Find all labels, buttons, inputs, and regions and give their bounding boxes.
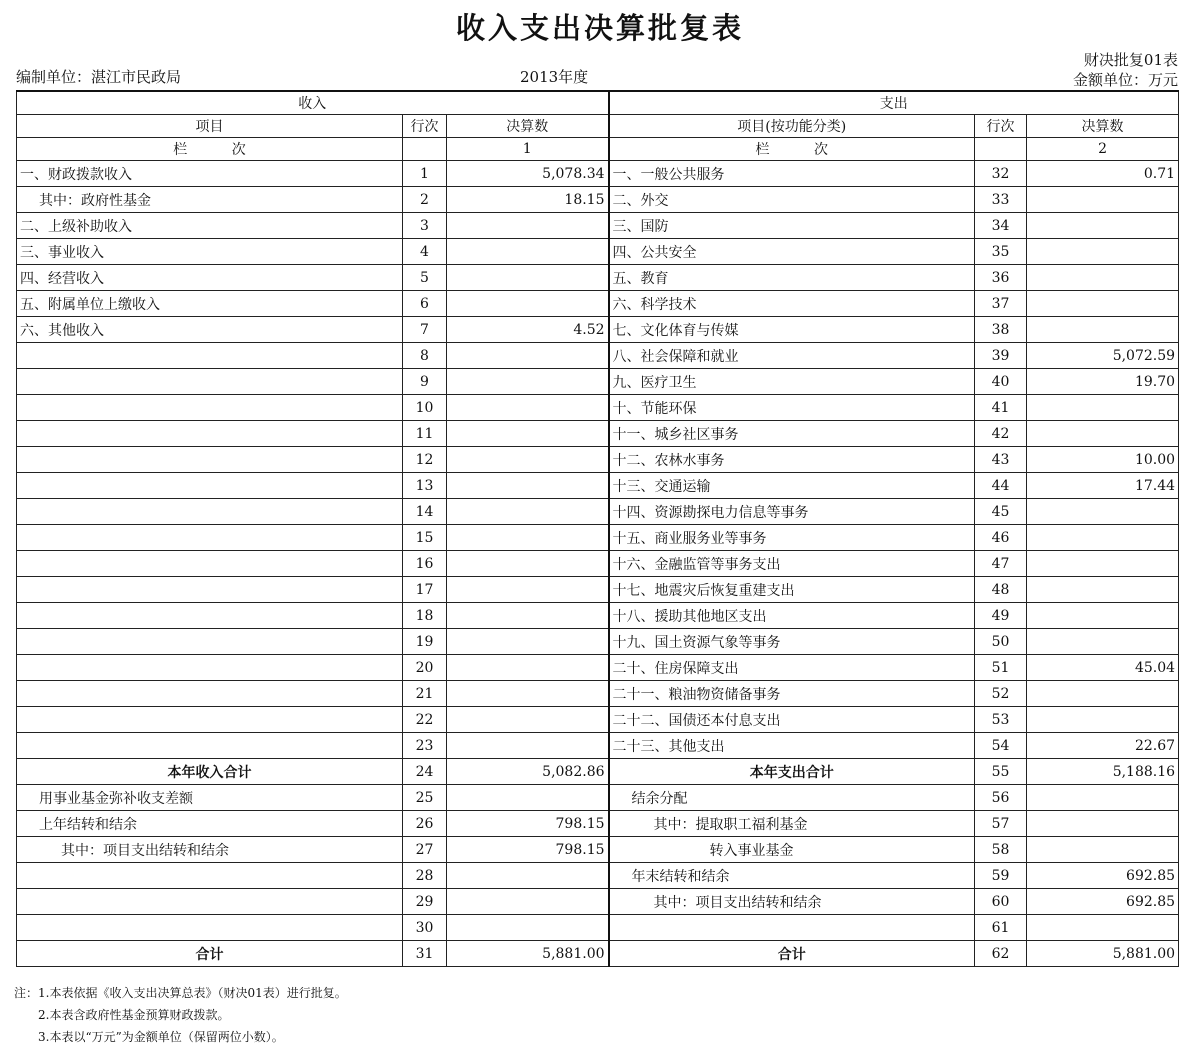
expense-row-number: 35 (975, 239, 1027, 265)
expense-amount: 5,881.00 (1027, 941, 1179, 967)
income-item (17, 707, 403, 733)
income-row-number: 20 (403, 655, 447, 681)
income-amount (447, 265, 609, 291)
expense-item: 十五、商业服务业等事务 (609, 525, 975, 551)
expense-amount (1027, 239, 1179, 265)
income-amount (447, 785, 609, 811)
income-row-number: 21 (403, 681, 447, 707)
income-item (17, 447, 403, 473)
income-row-number: 22 (403, 707, 447, 733)
table-row (17, 707, 1179, 733)
expense-item: 四、公共安全 (609, 239, 975, 265)
income-header: 收入 (17, 91, 609, 115)
expense-rowno-blank (975, 138, 1027, 161)
income-item (17, 915, 403, 941)
expense-row-number: 59 (975, 863, 1027, 889)
income-row-number: 17 (403, 577, 447, 603)
income-row-number: 10 (403, 395, 447, 421)
expense-row-number: 38 (975, 317, 1027, 343)
expense-amount (1027, 811, 1179, 837)
income-row-number: 19 (403, 629, 447, 655)
income-row-number: 6 (403, 291, 447, 317)
income-column-label: 栏 次 (17, 138, 403, 161)
expense-item: 八、社会保障和就业 (609, 343, 975, 369)
income-row-number: 30 (403, 915, 447, 941)
expense-item: 结余分配 (609, 785, 975, 811)
expense-rowno-header: 行次 (975, 115, 1027, 138)
expense-item: 十九、国土资源气象等事务 (609, 629, 975, 655)
income-row-number: 31 (403, 941, 447, 967)
income-item: 其中：项目支出结转和结余 (17, 837, 403, 863)
table-row (17, 421, 1179, 447)
table-row (17, 837, 1179, 863)
expense-item: 十八、援助其他地区支出 (609, 603, 975, 629)
expense-item: 十七、地震灾后恢复重建支出 (609, 577, 975, 603)
income-item (17, 395, 403, 421)
expense-row-number: 34 (975, 213, 1027, 239)
income-amount: 5,078.34 (447, 161, 609, 187)
income-amount: 798.15 (447, 837, 609, 863)
table-row (17, 681, 1179, 707)
table-row (17, 577, 1179, 603)
expense-item: 十二、农林水事务 (609, 447, 975, 473)
table-row (17, 941, 1179, 967)
income-amount (447, 343, 609, 369)
income-row-number: 1 (403, 161, 447, 187)
income-item: 六、其他收入 (17, 317, 403, 343)
income-amount (447, 603, 609, 629)
expense-amount: 692.85 (1027, 863, 1179, 889)
table-row (17, 785, 1179, 811)
income-amount (447, 213, 609, 239)
expense-item: 其中：项目支出结转和结余 (609, 889, 975, 915)
expense-item: 转入事业基金 (609, 837, 975, 863)
expense-amount (1027, 915, 1179, 941)
income-item (17, 473, 403, 499)
table-row (17, 161, 1179, 187)
income-amount (447, 655, 609, 681)
expense-row-number: 43 (975, 447, 1027, 473)
income-row-number: 29 (403, 889, 447, 915)
expense-row-number: 49 (975, 603, 1027, 629)
expense-row-number: 48 (975, 577, 1027, 603)
expense-amount (1027, 499, 1179, 525)
table-row (17, 447, 1179, 473)
expense-amount (1027, 265, 1179, 291)
expense-amount (1027, 707, 1179, 733)
table-row (17, 759, 1179, 785)
income-amount (447, 239, 609, 265)
income-amount (447, 291, 609, 317)
expense-row-number: 41 (975, 395, 1027, 421)
expense-item: 十、节能环保 (609, 395, 975, 421)
table-row (17, 863, 1179, 889)
expense-row-number: 44 (975, 473, 1027, 499)
expense-amount (1027, 187, 1179, 213)
income-item (17, 629, 403, 655)
expense-row-number: 61 (975, 915, 1027, 941)
income-item-header: 项目 (17, 115, 403, 138)
expense-item: 二、外交 (609, 187, 975, 213)
income-item (17, 499, 403, 525)
income-item: 五、附属单位上缴收入 (17, 291, 403, 317)
table-row (17, 239, 1179, 265)
expense-item: 二十二、国债还本付息支出 (609, 707, 975, 733)
income-amount: 798.15 (447, 811, 609, 837)
expense-item: 六、科学技术 (609, 291, 975, 317)
table-row (17, 629, 1179, 655)
income-amount (447, 863, 609, 889)
income-row-number: 14 (403, 499, 447, 525)
expense-row-number: 60 (975, 889, 1027, 915)
income-amount (447, 577, 609, 603)
expense-row-number: 57 (975, 811, 1027, 837)
expense-row-number: 50 (975, 629, 1027, 655)
expense-amount (1027, 577, 1179, 603)
table-row (17, 811, 1179, 837)
income-row-number: 11 (403, 421, 447, 447)
expense-row-number: 56 (975, 785, 1027, 811)
income-amount (447, 525, 609, 551)
expense-row-number: 36 (975, 265, 1027, 291)
note-2: 2.本表含政府性基金预算财政拨款。 (38, 1008, 230, 1022)
income-amount (447, 499, 609, 525)
table-header (17, 91, 1179, 161)
table-row (17, 317, 1179, 343)
income-amount: 18.15 (447, 187, 609, 213)
income-row-number: 5 (403, 265, 447, 291)
income-item (17, 681, 403, 707)
expense-row-number: 51 (975, 655, 1027, 681)
income-item (17, 863, 403, 889)
expense-amount: 10.00 (1027, 447, 1179, 473)
income-row-number: 25 (403, 785, 447, 811)
expense-amount (1027, 785, 1179, 811)
expense-item: 三、国防 (609, 213, 975, 239)
expense-amount (1027, 681, 1179, 707)
expense-item: 五、教育 (609, 265, 975, 291)
expense-row-number: 33 (975, 187, 1027, 213)
preparing-unit: 编制单位：湛江市民政局 (16, 68, 182, 86)
table-row (17, 265, 1179, 291)
expense-row-number: 55 (975, 759, 1027, 785)
income-amount (447, 447, 609, 473)
expense-row-number: 42 (975, 421, 1027, 447)
income-row-number: 23 (403, 733, 447, 759)
table-row (17, 551, 1179, 577)
table-row (17, 915, 1179, 941)
table-row (17, 889, 1179, 915)
expense-amount: 45.04 (1027, 655, 1179, 681)
expense-item: 十三、交通运输 (609, 473, 975, 499)
expense-item: 一、一般公共服务 (609, 161, 975, 187)
expense-amount: 5,072.59 (1027, 343, 1179, 369)
income-amount (447, 733, 609, 759)
expense-amount (1027, 629, 1179, 655)
expense-item: 九、医疗卫生 (609, 369, 975, 395)
income-amount (447, 629, 609, 655)
table-row (17, 525, 1179, 551)
note-3: 3.本表以“万元”为金额单位（保留两位小数）。 (38, 1030, 284, 1044)
income-item: 用事业基金弥补收支差额 (17, 785, 403, 811)
expense-row-number: 46 (975, 525, 1027, 551)
income-row-number: 9 (403, 369, 447, 395)
income-item: 合计 (17, 941, 403, 967)
income-amount (447, 421, 609, 447)
expense-column-label: 栏 次 (609, 138, 975, 161)
expense-item: 七、文化体育与传媒 (609, 317, 975, 343)
income-row-number: 2 (403, 187, 447, 213)
expense-item: 二十三、其他支出 (609, 733, 975, 759)
income-row-number: 24 (403, 759, 447, 785)
table-row (17, 213, 1179, 239)
table-row (17, 291, 1179, 317)
expense-amount (1027, 525, 1179, 551)
table-row (17, 395, 1179, 421)
table-row (17, 733, 1179, 759)
expense-amount-header: 决算数 (1027, 115, 1179, 138)
income-row-number: 12 (403, 447, 447, 473)
expense-amount (1027, 551, 1179, 577)
expense-amount: 0.71 (1027, 161, 1179, 187)
income-row-number: 8 (403, 343, 447, 369)
income-row-number: 3 (403, 213, 447, 239)
table-row (17, 343, 1179, 369)
income-row-number: 18 (403, 603, 447, 629)
table-row (17, 655, 1179, 681)
income-item: 其中：政府性基金 (17, 187, 403, 213)
expense-row-number: 37 (975, 291, 1027, 317)
income-amount-header: 决算数 (447, 115, 609, 138)
income-item: 本年收入合计 (17, 759, 403, 785)
income-item (17, 577, 403, 603)
income-item (17, 655, 403, 681)
income-row-number: 4 (403, 239, 447, 265)
income-item: 四、经营收入 (17, 265, 403, 291)
income-item (17, 733, 403, 759)
form-code: 财决批复01表 (1083, 51, 1178, 69)
income-amount: 5,881.00 (447, 941, 609, 967)
income-col-number: 1 (447, 138, 609, 161)
income-item (17, 603, 403, 629)
form-meta (1073, 50, 1178, 90)
expense-row-number: 62 (975, 941, 1027, 967)
income-item (17, 889, 403, 915)
expense-amount: 19.70 (1027, 369, 1179, 395)
expense-amount (1027, 837, 1179, 863)
income-item: 上年结转和结余 (17, 811, 403, 837)
expense-row-number: 32 (975, 161, 1027, 187)
expense-item: 十六、金融监管等事务支出 (609, 551, 975, 577)
expense-item: 十四、资源勘探电力信息等事务 (609, 499, 975, 525)
expense-col-number: 2 (1027, 138, 1179, 161)
income-amount (447, 915, 609, 941)
expense-row-number: 40 (975, 369, 1027, 395)
expense-item: 十一、城乡社区事务 (609, 421, 975, 447)
expense-row-number: 58 (975, 837, 1027, 863)
fiscal-year: 2013年度 (520, 68, 589, 86)
expense-item: 年末结转和结余 (609, 863, 975, 889)
income-amount (447, 551, 609, 577)
income-amount (447, 395, 609, 421)
income-item (17, 551, 403, 577)
income-row-number: 7 (403, 317, 447, 343)
income-item: 二、上级补助收入 (17, 213, 403, 239)
expense-amount (1027, 317, 1179, 343)
income-row-number: 28 (403, 863, 447, 889)
expense-amount (1027, 421, 1179, 447)
expense-row-number: 54 (975, 733, 1027, 759)
expense-amount (1027, 395, 1179, 421)
income-row-number: 15 (403, 525, 447, 551)
income-amount (447, 707, 609, 733)
expense-item (609, 915, 975, 941)
income-row-number: 16 (403, 551, 447, 577)
expense-item: 本年支出合计 (609, 759, 975, 785)
approval-table (16, 90, 1179, 967)
expense-item: 其中：提取职工福利基金 (609, 811, 975, 837)
income-row-number: 27 (403, 837, 447, 863)
income-row-number: 26 (403, 811, 447, 837)
table-row (17, 603, 1179, 629)
income-item (17, 369, 403, 395)
income-amount: 5,082.86 (447, 759, 609, 785)
income-amount (447, 473, 609, 499)
expense-amount (1027, 213, 1179, 239)
income-amount (447, 681, 609, 707)
income-amount (447, 889, 609, 915)
amount-unit: 金额单位：万元 (1072, 71, 1178, 89)
income-rowno-header: 行次 (403, 115, 447, 138)
table-row (17, 369, 1179, 395)
expense-amount: 5,188.16 (1027, 759, 1179, 785)
expense-row-number: 47 (975, 551, 1027, 577)
expense-amount (1027, 291, 1179, 317)
table-row (17, 499, 1179, 525)
income-amount: 4.52 (447, 317, 609, 343)
expense-header: 支出 (609, 91, 1179, 115)
expense-row-number: 45 (975, 499, 1027, 525)
expense-item: 二十、住房保障支出 (609, 655, 975, 681)
notes (14, 982, 347, 1048)
expense-amount: 22.67 (1027, 733, 1179, 759)
income-item: 一、财政拨款收入 (17, 161, 403, 187)
table-body (17, 161, 1179, 967)
expense-item: 二十一、粮油物资储备事务 (609, 681, 975, 707)
expense-amount: 692.85 (1027, 889, 1179, 915)
expense-row-number: 39 (975, 343, 1027, 369)
expense-item-header: 项目(按功能分类) (609, 115, 975, 138)
expense-amount: 17.44 (1027, 473, 1179, 499)
income-item (17, 525, 403, 551)
income-item: 三、事业收入 (17, 239, 403, 265)
income-item (17, 343, 403, 369)
expense-amount (1027, 603, 1179, 629)
income-item (17, 421, 403, 447)
income-amount (447, 369, 609, 395)
expense-row-number: 52 (975, 681, 1027, 707)
table-row (17, 187, 1179, 213)
table-row (17, 473, 1179, 499)
income-rowno-blank (403, 138, 447, 161)
expense-item: 合计 (609, 941, 975, 967)
expense-row-number: 53 (975, 707, 1027, 733)
page-title: 收入支出决算批复表 (455, 11, 744, 45)
income-row-number: 13 (403, 473, 447, 499)
note-1: 注：1.本表依据《收入支出决算总表》（财决01表）进行批复。 (14, 986, 347, 1000)
